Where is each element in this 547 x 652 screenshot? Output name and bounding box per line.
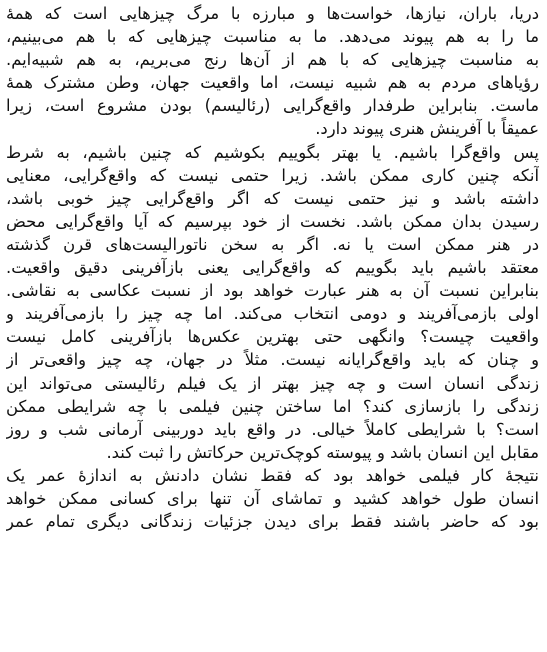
text-line: رؤیاهای مردم به هم شبیه نیست، اما واقعیت جهان، وطن مشترک همهٔ: [6, 73, 539, 93]
text-line: آنکه چنین کاری ممکن باشد. زیرا حتمی نیست که واقع‌گرایی، معنایی: [6, 165, 539, 185]
text-line: ماست. بنابراین طرفدار واقع‌گرایی (رئالیسم) بودن مشروع است، زیرا: [6, 96, 539, 116]
text-line: ما را به هم پیوند می‌دهد. ما به مناسبت چیزهایی که با هم می‌بینیم،: [6, 27, 539, 47]
text-line: زندگی را بازسازی کند؟ اما ساختن چنین فیلمی با چه شرایطی ممکن: [6, 396, 539, 416]
text-line: بنابراین نسبت آن به هنر عبارت خواهد بود از نسبت عکاسی به نقاشی.: [6, 281, 539, 301]
text-line: پس واقع‌گرا باشیم. یا بهتر بگوییم بکوشیم که چنین باشیم، به شرط: [6, 142, 539, 162]
text-line: نتیجهٔ کار فیلمی خواهد بود که فقط نشان دادنش به اندازهٔ عمر یک: [6, 465, 539, 485]
text-line: است؟ با شرایطی کاملاً خیالی. در واقع باید دوربینی آرمانی شب و روز: [6, 419, 539, 439]
text-line: واقعیت چیست؟ وانگهی حتی بهترین عکس‌ها بازآفرینی کامل نیست: [6, 327, 539, 347]
text-line: اولی بازمی‌آفریند و دومی انتخاب می‌کند. اما چه چیز را بازمی‌آفریند و: [6, 304, 539, 324]
text-line: به مناسبت چیزهایی که با هم از آن‌ها رنج می‌بریم، به هم شبیه‌ایم.: [6, 50, 539, 70]
text-line: داشته باشد و نیز حتمی نیست که اگر واقع‌گرایی چیز خوبی باشد،: [6, 188, 539, 208]
text-line: دریا، باران، نیازها، خواست‌ها و مبارزه با مرگ چیزهایی است که همهٔ: [6, 4, 539, 23]
text-line: زندگی انسان است و چه چیز بهتر از یک فیلم رئالیستی می‌تواند این: [6, 373, 539, 393]
text-line: انسان طول خواهد کشید و تماشای آن تنها برای کسانی ممکن خواهد: [6, 488, 539, 508]
text-line: در هنر ممکن است یا نه. اگر به سخن ناتورالیست‌های قرن گذشته: [6, 234, 539, 254]
text-line: و چنان که باید واقع‌گرایانه نیست. مثلاً در جهان، چه چیز واقعی‌تر از: [6, 350, 539, 370]
text-line: بود که حاضر باشند فقط برای دیدن جزئیات زندگانی دیگری تمام عمر: [6, 512, 539, 532]
text-line: عمیقاً با آفرینش هنری پیوند دارد.: [315, 119, 539, 139]
text-line: مقابل این انسان باشد و پیوسته کوچک‌ترین حرکاتش را ثبت کند.: [106, 442, 539, 462]
text-line: رسیدن بدان ممکن باشد. نخست از خود بپرسیم که آیا واقع‌گرایی محض: [6, 211, 539, 231]
text-line: معتقد باشیم باید بگوییم که واقع‌گرایی یعنی بازآفرینی دقیق واقعیت.: [6, 258, 539, 278]
